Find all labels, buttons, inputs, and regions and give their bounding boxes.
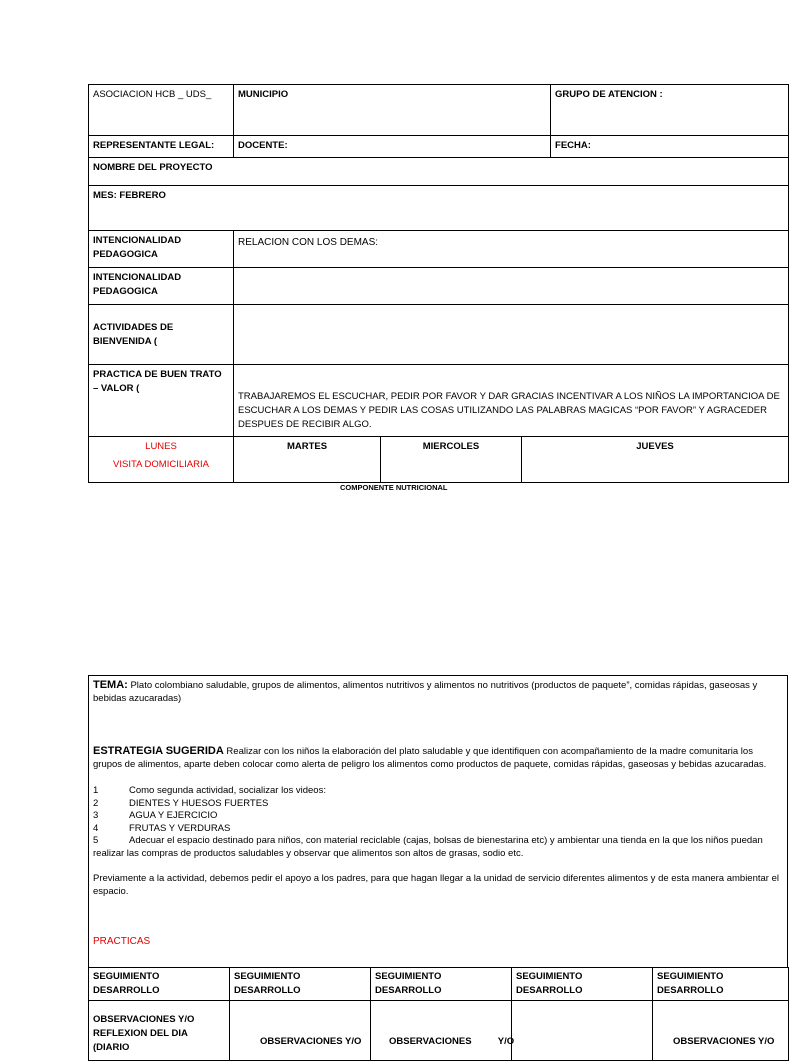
fecha-cell — [551, 136, 789, 158]
seguimiento-header: SEGUIMIENTO DESARROLLO — [512, 968, 653, 1001]
actividades-label: ACTIVIDADES DE BIENVENIDA ( — [93, 321, 174, 347]
nombre-proyecto-cell — [89, 158, 789, 186]
observaciones-label: OBSERVACIONES Y/O — [260, 1036, 362, 1047]
seguimiento-header: SEGUIMIENTO DESARROLLO — [653, 968, 789, 1001]
planning-header-table — [88, 84, 789, 483]
asociacion-cell — [89, 85, 234, 136]
observaciones-cell — [89, 1001, 230, 1061]
list-item — [93, 798, 783, 811]
tema-paragraph — [93, 679, 783, 705]
jueves-cell — [522, 437, 789, 483]
tema-text: Plato colombiano saludable, grupos de alimentos, alimentos nutritivos y alimentos no nutritivos (productos de paquete”, comidas rápidas, gaseosas y bebidas azucaradas) — [93, 680, 758, 704]
practica-text: TRABAJAREMOS EL ESCUCHAR, PEDIR POR FAVOR Y DAR GRACIAS INCENTIVAR A LOS NIÑOS LA IMPORTANCIOA DE ESCUCHAR A LOS DEMAS Y PEDIR LAS COSAS UTILIZANDO LAS PALABRAS MAGICAS “POR FAVOR” Y AGRACEDER DESPUES DE RECIBIR ALGO. — [238, 391, 780, 430]
list-number: 5 — [93, 835, 99, 846]
seguimiento-header: SEGUIMIENTO DESARROLLO — [371, 968, 512, 1001]
intencionalidad-cell-2 — [89, 268, 234, 305]
componente-caption: COMPONENTE NUTRICIONAL — [340, 483, 448, 492]
list-item — [93, 835, 783, 860]
lunes-cell — [89, 437, 234, 483]
list-number: 3 — [93, 810, 99, 821]
practica-label: PRACTICA DE BUEN TRATO – VALOR ( — [93, 369, 222, 394]
municipio-cell — [234, 85, 551, 136]
observaciones-label: OBSERVACIONES Y/O — [673, 1036, 775, 1047]
list-item — [93, 810, 783, 823]
relacion-cell — [234, 231, 789, 268]
observaciones-label: OBSERVACIONES Y/O — [389, 1036, 515, 1047]
asociacion-label: ASOCIACION HCB _ UDS_ — [93, 89, 212, 100]
miercoles-cell — [381, 437, 522, 483]
estrategia-text: Realizar con los niños la elaboración del plato saludable y que identifiquen con acompañamiento de la madre comunitaria los grupos de alimentos, aparte deben colocar como alerta de peligro los alimentos como productos de paquete, comidas rápidas, gaseosas y bebidas azucaradas. — [93, 746, 767, 770]
observaciones-cell — [230, 1001, 371, 1061]
jueves-label: JUEVES — [636, 441, 674, 452]
list-item — [93, 785, 783, 798]
seguimiento-table — [88, 967, 789, 1061]
intencionalidad-cell-1 — [89, 231, 234, 268]
list-text: AGUA Y EJERCICIO — [129, 810, 218, 821]
martes-cell — [234, 437, 381, 483]
martes-label: MARTES — [286, 441, 328, 452]
intencionalidad-value-cell — [234, 268, 789, 305]
list-number: 2 — [93, 797, 99, 809]
list-text: Como segunda actividad, socializar los videos: — [129, 785, 326, 796]
seguimiento-header: SEGUIMIENTO DESARROLLO — [230, 968, 371, 1001]
list-item — [93, 823, 783, 836]
grupo-cell — [551, 85, 789, 136]
tema-box — [88, 675, 788, 967]
docente-label: DOCENTE: — [238, 140, 288, 151]
fecha-label: FECHA: — [555, 140, 591, 151]
miercoles-label: MIERCOLES — [422, 441, 480, 452]
intencionalidad-label-2: INTENCIONALIDAD PEDAGOGICA — [93, 272, 182, 297]
municipio-label: MUNICIPIO — [238, 89, 289, 100]
visita-label: VISITA DOMICILIARIA — [113, 459, 209, 470]
list-number: 1 — [93, 785, 99, 796]
previamente-paragraph: Previamente a la actividad, debemos pedir el apoyo a los padres, para que hagan llegar a la unidad de servicio diferentes alimentos y de esta manera ambientar el espacio. — [93, 873, 779, 897]
mes-label: MES: FEBRERO — [93, 190, 166, 201]
list-text: FRUTAS Y VERDURAS — [129, 822, 231, 834]
nombre-proyecto-label: NOMBRE DEL PROYECTO — [93, 162, 213, 173]
intencionalidad-label-1: INTENCIONALIDAD PEDAGOGICA — [93, 235, 182, 260]
practicas-heading: PRACTICAS — [93, 936, 151, 947]
representante-cell — [89, 136, 234, 158]
list-text: Adecuar el espacio destinado para niños, con material reciclable (cajas, bolsas de bienestarina etc) y ambientar una tienda en la que los niños puedan realizar las compras de productos saludables y observar que alimentos son altos de grasas, sodio etc. — [93, 835, 763, 859]
practica-cell — [89, 365, 234, 437]
docente-cell — [234, 136, 551, 158]
observaciones-cell — [371, 1001, 515, 1061]
relacion-label: RELACION CON LOS DEMAS: — [238, 237, 379, 248]
seguimiento-header: SEGUIMIENTO DESARROLLO — [89, 968, 230, 1001]
grupo-label: GRUPO DE ATENCION : — [555, 89, 663, 100]
list-number: 4 — [93, 822, 99, 834]
mes-cell — [89, 186, 789, 231]
estrategia-paragraph — [93, 745, 783, 771]
observaciones-cell — [512, 1001, 653, 1061]
activity-list — [93, 785, 783, 860]
tema-label: TEMA: — [93, 679, 128, 691]
practica-value-cell — [234, 365, 789, 437]
actividades-cell — [89, 305, 234, 365]
lunes-label: LUNES — [145, 441, 177, 452]
actividades-value-cell — [234, 305, 789, 365]
representante-label: REPRESENTANTE LEGAL: — [93, 140, 215, 151]
observaciones-cell — [653, 1001, 789, 1061]
estrategia-label: ESTRATEGIA SUGERIDA — [93, 745, 224, 757]
observaciones-label: OBSERVACIONES Y/O REFLEXION DEL DIA (DIARIO — [93, 1014, 195, 1053]
list-text: DIENTES Y HUESOS FUERTES — [129, 797, 269, 809]
